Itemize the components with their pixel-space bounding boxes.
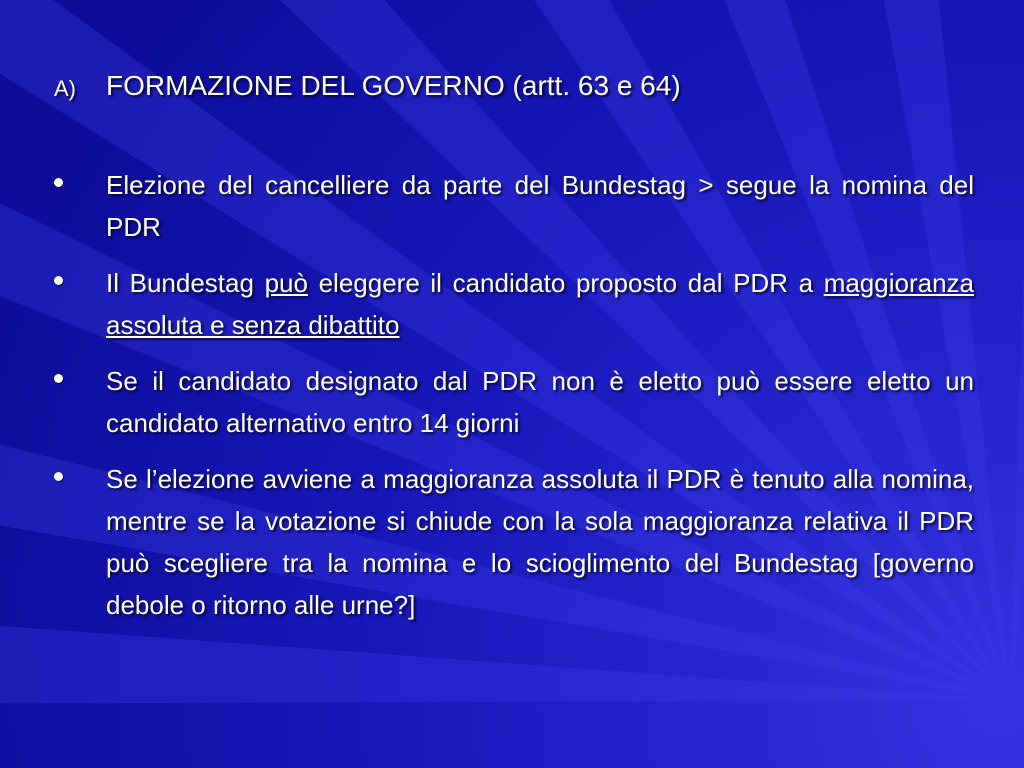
heading-marker: A) bbox=[54, 76, 76, 101]
bullet-item bbox=[54, 262, 974, 346]
bullet-dot-icon bbox=[54, 374, 63, 383]
text-span: Se l’elezione avviene a maggioranza assoluta il PDR è tenuto alla nomina, mentre se la votazione si chiude con la sola maggioranza relativa il PDR può scegliere tra la nomina e lo scioglimento del Bundestag [governo debole o ritorno alle urne?] bbox=[106, 464, 974, 620]
bullet-text bbox=[106, 262, 974, 346]
bullet-list bbox=[54, 164, 974, 640]
text-span: Elezione del cancelliere da parte del Bundestag > segue la nomina del PDR bbox=[106, 170, 974, 242]
slide-heading bbox=[54, 70, 974, 110]
bullet-text bbox=[106, 458, 974, 626]
bullet-item bbox=[54, 458, 974, 626]
bullet-text bbox=[106, 360, 974, 444]
text-span: eleggere il candidato proposto dal PDR a bbox=[307, 268, 824, 298]
bullet-text bbox=[106, 164, 974, 248]
bullet-dot-icon bbox=[54, 472, 63, 481]
bullet-dot-icon bbox=[54, 276, 63, 285]
bullet-dot-icon bbox=[54, 178, 63, 187]
heading-title: FORMAZIONE DEL GOVERNO (artt. 63 e 64) bbox=[106, 70, 681, 101]
bullet-item bbox=[54, 164, 974, 248]
text-span: Il Bundestag bbox=[106, 268, 265, 298]
text-span: Se il candidato designato dal PDR non è eletto può essere eletto un candidato alternativo entro 14 giorni bbox=[106, 366, 974, 438]
underlined-text: può bbox=[264, 268, 308, 298]
bullet-item bbox=[54, 360, 974, 444]
underlined-text: maggioranza assoluta e senza dibattito bbox=[106, 268, 974, 340]
